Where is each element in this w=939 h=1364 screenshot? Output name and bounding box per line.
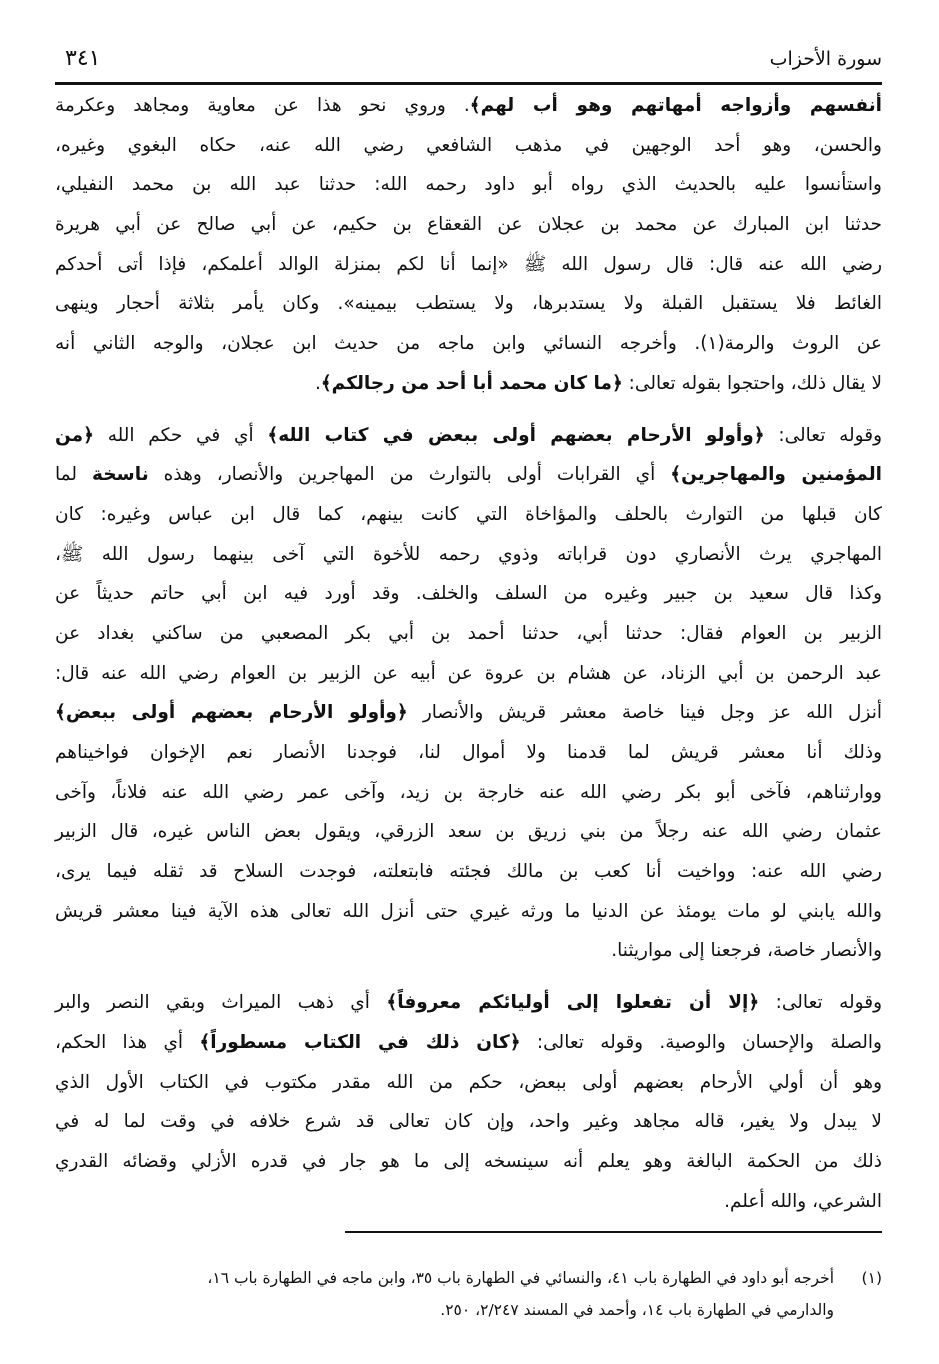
paragraph: [55, 983, 882, 1221]
quran-verse-text: ﴿وأولو الأرحام بعضهم أولى ببعض﴾: [55, 702, 408, 724]
text-segment: أي في حكم الله: [93, 424, 268, 446]
text-line: [55, 812, 882, 852]
main-text: [55, 86, 882, 1233]
text-segment: أي هذا الحكم،: [55, 1031, 200, 1053]
text-segment: كان قبلها من التوارث بالحلف والمؤاخاة التي كانت بينهم، كما قال ابن عباس وغيره: كان: [55, 503, 882, 525]
paragraph: [55, 86, 882, 404]
text-segment: ذلك من الحكمة البالغة وهو يعلم أنه سينسخه إلى ما هو جار في قدره الأزلي وقضائه القدري: [55, 1150, 882, 1172]
text-segment: عن الروث والرمة(١). وأخرجه النسائي وابن ماجه من حديث ابن عجلان، والوجه الثاني أنه: [55, 333, 882, 355]
quran-verse-text: ﴿كان ذلك في الكتاب مسطوراً﴾: [199, 1031, 521, 1053]
text-segment: الشرعي، والله أعلم.: [724, 1190, 882, 1212]
quran-verse-text: ناسخة: [92, 464, 149, 486]
quran-verse-text: ﴿إلا أن تفعلوا إلى أوليائكم معروفاً﴾: [386, 992, 760, 1014]
text-line: [55, 931, 882, 971]
text-segment: والأنصار خاصة، فرجعنا إلى مواريثنا.: [611, 940, 882, 962]
text-line: [55, 574, 882, 614]
text-segment: أي القرابات أولى بالتوارث من المهاجرين والأنصار، وهذه: [148, 464, 671, 486]
text-segment: رضي الله عنه: وواخيت أنا كعب بن مالك فجئته فابتعلته، فوجدت السلاح قد ثقله فيما يرى،: [55, 861, 882, 883]
text-line: [55, 205, 882, 245]
surah-title: سورة الأحزاب: [769, 48, 882, 70]
footnote-line: [55, 1294, 882, 1326]
text-segment: والصلة والإحسان والوصية. وقوله تعالى:: [520, 1031, 882, 1053]
text-segment: ووارثناهم، فآخى أبو بكر رضي الله عنه خارجة بن زيد، وآخى عمر رضي الله عنه فلاناً، وآخى: [55, 781, 882, 803]
text-line: [55, 892, 882, 932]
text-segment: . وروي نحو هذا عن معاوية ومجاهد وعكرمة: [55, 95, 470, 116]
text-line: [55, 1023, 882, 1063]
footnote-line: [55, 1262, 882, 1294]
page-number: ٣٤١: [65, 46, 101, 71]
quran-verse-text: أنفسهم وأزواجه أمهاتهم وهو أب لهم﴾: [469, 95, 882, 116]
text-segment: لما: [55, 464, 92, 486]
text-segment: عبد الرحمن بن أبي الزناد، عن هشام بن عروة عن أبيه عن الزبير بن العوام رضي الله عنه قال:: [55, 662, 882, 684]
text-segment: .: [314, 372, 321, 394]
text-segment: وهو أن أولي الأرحام بعضهم أولى ببعض، حكم من الله مقدر مكتوب في الكتاب الأول الذي: [55, 1071, 882, 1093]
paragraph: [55, 416, 882, 972]
text-line: [55, 1182, 882, 1222]
text-segment: والحسن، وهو أحد الوجهين في مذهب الشافعي رضي الله عنه، حكاه البغوي وغيره،: [55, 134, 882, 156]
text-line: [55, 654, 882, 694]
text-segment: وذلك أنا معشر قريش لما قدمنا ولا أموال لنا، فوجدنا الأنصار نعم الإخوان فواخيناهم: [55, 742, 882, 763]
text-line: [55, 284, 882, 324]
footnote-text: والدارمي في الطهارة باب ١٤، وأحمد في المسند ٢/٢٤٧، ٢٥٠.: [440, 1301, 834, 1319]
text-segment: حدثنا ابن المبارك عن محمد بن عجلان عن القعقاع بن حكيم، عن أبي صالح عن أبي هريرة: [55, 214, 882, 236]
footnote-text: أخرجه أبو داود في الطهارة باب ٤١، والنسائي في الطهارة باب ٣٥، وابن ماجه في الطهارة باب ١٦،: [207, 1269, 834, 1287]
text-line: [55, 495, 882, 535]
quran-verse-text: ﴿ما كان محمد أبا أحد من رجالكم﴾: [320, 372, 623, 394]
footnote: [55, 1262, 882, 1326]
page-header: [55, 44, 882, 82]
text-line: [55, 614, 882, 654]
text-segment: لا يبدل ولا يغير، قاله مجاهد وغير واحد، وإن كان تعالى قد شرع خلافه في وقت لما له في: [55, 1111, 882, 1133]
quran-verse-text: ﴿من: [55, 424, 94, 446]
text-line: [55, 245, 882, 285]
footnote-number: (١): [861, 1269, 882, 1287]
text-segment: أنزل الله عز وجل فينا خاصة معشر قريش والأنصار: [407, 702, 882, 724]
text-segment: أي ذهب الميراث وبقي النصر والبر: [55, 992, 387, 1014]
text-line: [55, 126, 882, 166]
text-line: [55, 535, 882, 575]
text-segment: لا يقال ذلك، واحتجوا بقوله تعالى:: [622, 372, 882, 394]
text-line: [55, 1142, 882, 1182]
text-line: [55, 364, 882, 404]
quran-verse-text: المؤمنين والمهاجرين﴾: [670, 464, 882, 486]
text-line: [55, 86, 882, 126]
text-line: [55, 983, 882, 1023]
text-line: [55, 1063, 882, 1103]
footnote-rule: [345, 1231, 882, 1233]
header-rule: [55, 82, 882, 85]
text-line: [55, 852, 882, 892]
text-segment: وقوله تعالى:: [759, 992, 883, 1014]
text-line: [55, 324, 882, 364]
text-line: [55, 693, 882, 733]
quran-verse-text: ﴿وأولو الأرحام بعضهم أولى ببعض في كتاب الله﴾: [267, 424, 765, 446]
text-segment: الغائط فلا يستقبل القبلة ولا يستدبرها، ولا يستطب بيمينه». وكان يأمر بثلاثة أحجار وينهى: [55, 293, 882, 315]
text-segment: رضي الله عنه قال: قال رسول الله ﷺ «إنما أنا لكم بمنزلة الوالد أعلمكم، فإذا أتى أحدكم: [55, 253, 882, 275]
text-line: [55, 455, 882, 495]
text-line: [55, 1102, 882, 1142]
text-segment: واستأنسوا عليه بالحديث الذي رواه أبو داود رحمه الله: حدثنا عبد الله بن محمد النفيلي،: [55, 174, 882, 196]
text-segment: وكذا قال سعيد بن جبير وغيره من السلف والخلف. وقد أورد فيه ابن أبي حاتم حديثاً عن: [55, 583, 882, 605]
text-segment: والله يابني لو مات يومئذ عن الدنيا ما ورثه غيري حتى أنزل الله تعالى هذه الآية فينا معشر قريش: [55, 900, 882, 922]
text-line: [55, 416, 882, 456]
text-line: [55, 733, 882, 773]
text-segment: عثمان رضي الله عنه رجلاً من بني زريق بن سعد الزرقي، ويقول بعض الناس غيره، قال الزبير: [55, 821, 882, 843]
text-line: [55, 165, 882, 205]
text-segment: المهاجري يرث الأنصاري دون قراباته وذوي رحمه للأخوة التي آخى بينهما رسول الله ﷺ،: [55, 543, 882, 565]
text-segment: الزبير بن العوام فقال: حدثنا أبي، حدثنا أحمد بن أبي بكر المصعبي من ساكني بغداد عن: [55, 622, 882, 644]
text-line: [55, 773, 882, 813]
text-segment: وقوله تعالى:: [764, 424, 883, 446]
